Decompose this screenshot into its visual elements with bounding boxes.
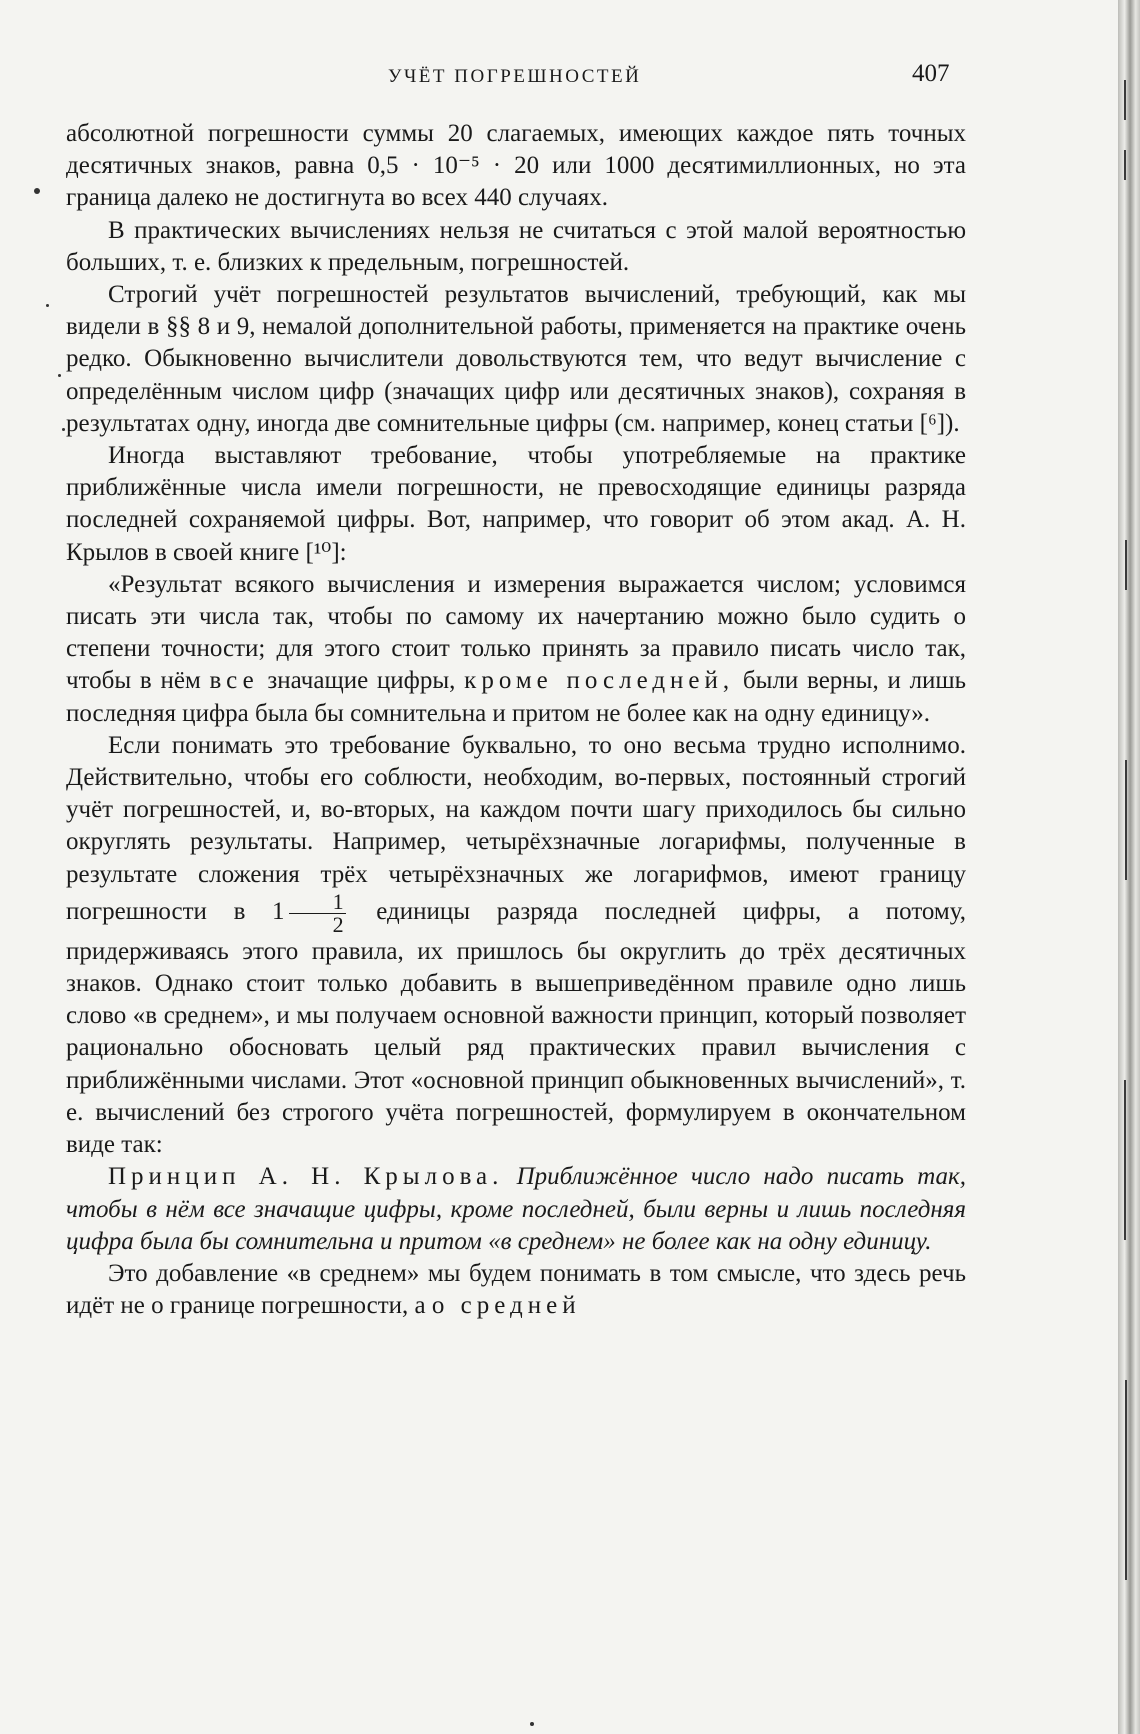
paragraph-3: Строгий учёт погрешностей результатов вычислений, требующий, как мы видели в §§ 8 и 9, немалой дополнительной работы, применяется на практике очень редко. Обыкновенно вычислители довольствуются тем, что ведут вычисление с определённым числом цифр (значащих цифр или десятичных знаков), сохраняя в результатах одну, иногда две сомнительные цифры (см. например, конец статьи [⁶]). [66, 281, 966, 437]
scan-speck [34, 188, 40, 194]
quote-spaced-all: все [209, 667, 259, 695]
edge-mark [1125, 540, 1127, 590]
principle-text: Приближённое число надо писать так, чтобы в нём все значащие цифры, кроме последней, были верны и лишь последняя цифра была бы сомнительна и притом «в среднем» не более как на одну единицу. [66, 1163, 967, 1255]
page-number: 407 [912, 60, 950, 87]
page-edge-shadow [1118, 0, 1140, 1734]
quote-paragraph [66, 569, 966, 730]
edge-mark [1125, 1380, 1127, 1580]
edge-mark [1125, 760, 1127, 880]
quote-mid: значащие цифры, [267, 667, 456, 695]
quote-start: «Результат всякого вычисления и измерения выражается числом; условимся писать эти числа так, чтобы по самому их начертанию можно было судить о степени точности; для этого стоит только принять за правило писать число так, чтобы в нём [66, 570, 966, 695]
quote-end: были верны, и лишь последняя цифра была бы сомнительна и притом не более как на одну единицу». [66, 667, 967, 727]
edge-mark [1124, 150, 1126, 180]
edge-mark [1124, 80, 1126, 120]
running-head [0, 60, 1118, 96]
paragraph-8 [66, 1258, 966, 1322]
principle-label: Принцип А. Н. Крылова. [108, 1163, 504, 1191]
paragraph-6 [66, 730, 966, 1161]
fraction-numerator: 1 [289, 891, 346, 914]
paragraph-2: В практических вычислениях нельзя не считаться с этой малой вероятностью больших, т. е. близких к предельным, погрешностей. [66, 216, 966, 276]
scan-speck [58, 374, 61, 377]
running-head-title: УЧЁТ ПОГРЕШНОСТЕЙ [388, 66, 642, 87]
p8-start: Это добавление «в среднем» мы будем понимать в том смысле, что здесь речь идёт не о границе погрешности, а [66, 1259, 966, 1320]
body-text [66, 118, 966, 1322]
krylov-principle [66, 1161, 966, 1258]
paragraph-1: абсолютной погрешности суммы 20 слагаемых, имеющих каждое пять точных десятичных знаков, равна 0,5 · 10⁻⁵ · 20 или 1000 десятимиллионных, но эта граница далеко не достигнута во всех 440 случаях. [66, 120, 966, 212]
scan-speck [530, 1722, 534, 1726]
p8-spaced: о средней [431, 1292, 581, 1320]
scan-speck [62, 428, 65, 431]
paragraph-4: Иногда выставляют требование, чтобы употребляемые на практике приближённые числа имели погрешности, не превосходящие единицы разряда последней сохраняемой цифры. Вот, например, что говорит об этом акад. А. Н. Крылов в своей книге [¹⁰]: [66, 442, 966, 566]
p6-end: единицы разряда последней цифры, а потому, придерживаясь этого правила, их пришлось бы округлить до трёх десятичных знаков. Однако стоит только добавить в вышеприведённом правиле одно лишь слово «в среднем», и мы получаем основной важности принцип, который позволяет рационально обосновать целый ряд практических правил вычисления с приближёнными числами. Этот «основной принцип обыкновенных вычислений», т. е. вычислений без строгого учёта погрешностей, формулируем в окончательном виде так: [66, 898, 967, 1159]
p6-start: Если понимать это требование буквально, то оно весьма трудно исполнимо. Действительно, чтобы его соблюсти, необходим, во-первых, постоянный строгий учёт погрешностей, и, во-вторых, на каждом почти шагу приходилось бы сильно округлять результаты. Например, четырёхзначные логарифмы, полученные в результате сложения трёх четырёхзначных же логарифмов, имеют границу погрешности в 1 [66, 731, 966, 926]
fraction-denominator: 2 [332, 911, 344, 937]
scan-speck [46, 304, 49, 307]
quote-spaced-except: кроме последней, [464, 667, 735, 695]
fraction-one-half [289, 888, 346, 937]
edge-mark [1124, 1080, 1126, 1240]
